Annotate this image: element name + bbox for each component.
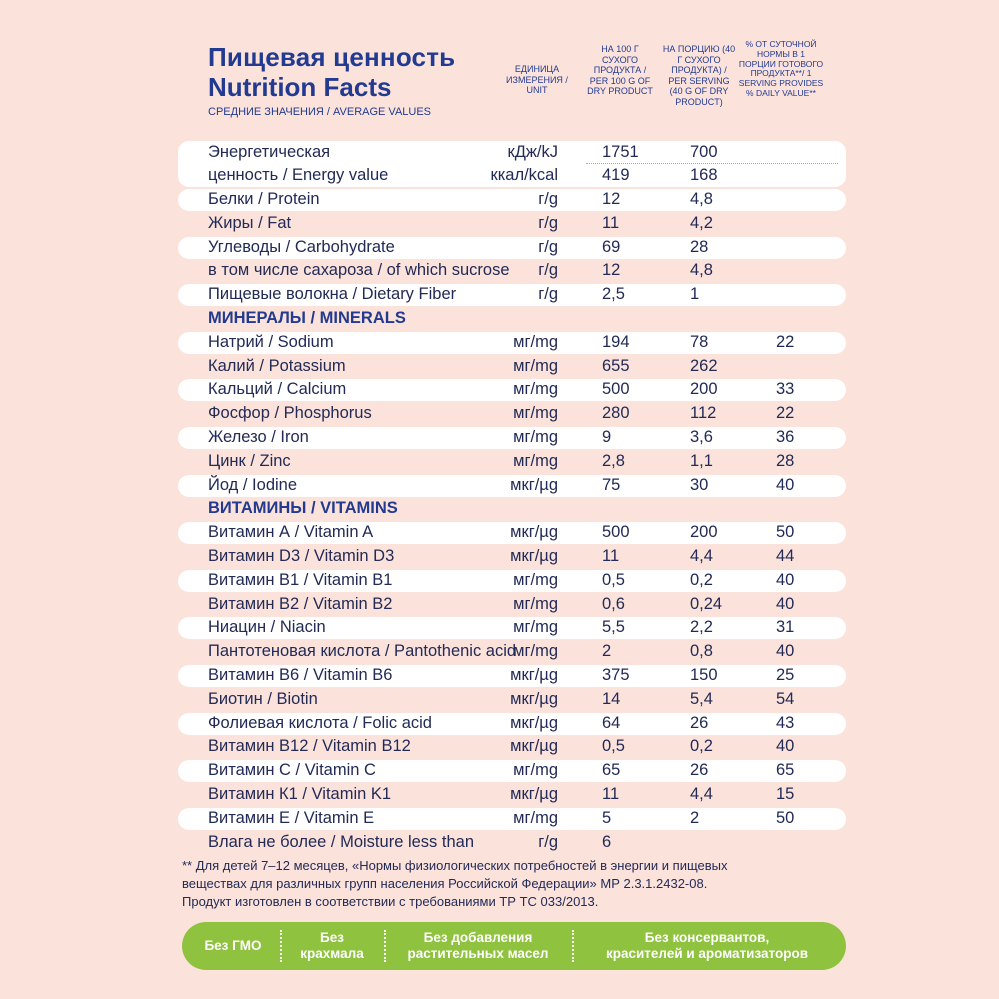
nutrient-unit: мг/mg	[513, 761, 558, 780]
column-header-per-100g: НА 100 Г СУХОГО ПРОДУКТА / PER 100 G OF DRY PRODUCT	[587, 44, 653, 96]
nutrient-name: Биотин / Biotin	[208, 689, 318, 708]
nutrient-row	[178, 594, 846, 616]
nutrient-per-100g: 280	[602, 404, 630, 423]
nutrient-per-100g: 75	[602, 475, 621, 494]
nutrient-unit: г/g	[538, 190, 558, 208]
nutrient-name: Жиры / Fat	[208, 213, 292, 232]
nutrient-name: Белки / Protein	[208, 190, 320, 208]
nutrient-unit: мг/mg	[513, 356, 558, 375]
nutrition-table	[178, 137, 846, 867]
nutrient-unit: мг/mg	[513, 332, 558, 351]
nutrient-unit: мкг/µg	[510, 737, 558, 756]
energy-per100-kcal: 419	[602, 166, 630, 184]
column-header-daily-value: % ОТ СУТОЧНОЙ НОРМЫ В 1 ПОРЦИИ ГОТОВОГО ПРОДУКТА**/ 1 SERVING PROVIDES % DAILY VALUE**	[738, 39, 824, 98]
nutrient-per-serving: 5,4	[690, 689, 713, 708]
nutrient-per-serving: 0,8	[690, 642, 713, 661]
nutrient-daily-value: 44	[776, 547, 795, 565]
nutrient-name: Витамин С / Vitamin C	[208, 761, 376, 780]
nutrient-name: Витамин В6 / Vitamin B6	[208, 666, 393, 684]
nutrient-per-100g: 500	[602, 380, 630, 399]
nutrient-per-100g: 0,5	[602, 737, 625, 756]
nutrient-per-serving: 200	[690, 523, 718, 542]
energy-unit-kcal: ккал/kcal	[490, 166, 558, 184]
nutrient-row	[178, 713, 846, 735]
nutrient-per-100g: 194	[602, 332, 630, 351]
footnote-line: Продукт изготовлен в соответствии с требованиями ТР ТС 033/2013.	[182, 894, 599, 909]
nutrient-unit: г/g	[538, 285, 558, 304]
nutrient-daily-value: 40	[776, 594, 795, 613]
nutrient-row	[178, 736, 846, 758]
nutrient-daily-value: 28	[776, 451, 795, 470]
nutrient-per-100g: 375	[602, 666, 630, 684]
nutrient-unit: мкг/µg	[510, 785, 558, 803]
nutrient-unit: мкг/µg	[510, 475, 558, 494]
footnote	[182, 857, 846, 911]
nutrient-row	[178, 546, 846, 568]
badge-no-gmo	[188, 922, 278, 970]
badge-no-preservatives	[574, 922, 840, 970]
nutrition-panel	[178, 24, 846, 974]
nutrient-per-serving: 1	[690, 285, 700, 304]
section-title-minerals: МИНЕРАЛЫ / MINERALS	[208, 309, 406, 327]
nutrient-per-100g: 11	[602, 213, 620, 232]
badge-text: красителей и ароматизаторов	[605, 946, 808, 961]
nutrient-per-serving: 3,6	[690, 428, 713, 446]
nutrient-per-serving: 0,24	[690, 594, 723, 613]
nutrient-name: Витамин В12 / Vitamin B12	[208, 737, 411, 756]
nutrient-name: Витамин В2 / Vitamin B2	[208, 594, 393, 613]
energy-unit-kj: кДж/kJ	[507, 143, 558, 161]
energy-per100-kj: 1751	[602, 143, 639, 161]
badge-no-vegetable-oils	[386, 922, 570, 970]
nutrient-daily-value: 40	[776, 737, 795, 756]
nutrient-name: Йод / Iodine	[208, 475, 298, 494]
nutrient-per-100g: 69	[602, 237, 621, 256]
nutrient-daily-value: 22	[776, 332, 795, 351]
nutrient-unit: г/g	[538, 237, 558, 256]
badge-text: крахмала	[300, 946, 364, 961]
nutrient-row	[178, 689, 846, 711]
nutrient-per-100g: 655	[602, 356, 630, 375]
nutrient-row	[178, 617, 846, 639]
nutrient-row	[178, 760, 846, 782]
nutrient-daily-value: 15	[776, 785, 795, 803]
nutrient-per-100g: 14	[602, 689, 621, 708]
nutrient-row	[178, 189, 846, 211]
nutrient-unit: мг/mg	[513, 618, 558, 637]
nutrient-unit: мг/mg	[513, 808, 558, 827]
nutrient-name: Пищевые волокна / Dietary Fiber	[208, 285, 457, 304]
energy-serving-kcal: 168	[690, 166, 718, 184]
nutrient-row	[178, 356, 846, 378]
nutrient-per-serving: 1,1	[690, 451, 713, 470]
nutrient-unit: мкг/µg	[510, 523, 558, 542]
nutrient-per-100g: 2	[602, 642, 612, 661]
nutrient-unit: мкг/µg	[510, 666, 558, 684]
nutrient-name: Влага не более / Moisture less than	[208, 832, 474, 851]
nutrient-row	[178, 641, 846, 663]
nutrient-per-100g: 5	[602, 808, 612, 827]
nutrient-row	[178, 522, 846, 544]
nutrient-name: Ниацин / Niacin	[208, 618, 326, 637]
nutrient-unit: г/g	[538, 213, 558, 232]
title-en: Nutrition Facts	[208, 72, 392, 102]
badge-text: Без добавления	[423, 930, 533, 945]
nutrient-name: Калий / Potassium	[208, 356, 346, 375]
nutrient-per-serving: 0,2	[690, 737, 713, 756]
nutrient-daily-value: 25	[776, 666, 795, 684]
nutrient-row	[178, 832, 846, 854]
nutrient-per-serving: 28	[690, 237, 709, 256]
nutrient-daily-value: 33	[776, 380, 795, 399]
section-title-vitamins: ВИТАМИНЫ / VITAMINS	[208, 499, 398, 518]
nutrient-per-100g: 5,5	[602, 618, 625, 637]
badge-text: Без ГМО	[204, 938, 262, 953]
nutrient-row	[178, 213, 846, 235]
nutrient-daily-value: 50	[776, 808, 795, 827]
nutrient-name: Витамин К1 / Vitamin K1	[208, 785, 392, 803]
nutrient-daily-value: 50	[776, 523, 795, 542]
nutrient-per-serving: 30	[690, 475, 709, 494]
nutrient-row	[178, 284, 846, 306]
nutrient-daily-value: 40	[776, 642, 795, 661]
column-header-unit: ЕДИНИЦА ИЗМЕРЕНИЯ / UNIT	[506, 64, 568, 95]
nutrient-per-100g: 11	[602, 547, 620, 565]
nutrient-unit: мг/mg	[513, 404, 558, 423]
nutrient-name: Углеводы / Carbohydrate	[208, 237, 395, 256]
nutrient-row	[178, 808, 846, 830]
nutrient-per-serving: 26	[690, 761, 709, 780]
nutrient-per-serving: 2	[690, 808, 700, 827]
nutrient-per-100g: 2,8	[602, 451, 625, 470]
nutrient-row	[178, 427, 846, 449]
nutrient-per-serving: 4,4	[690, 547, 713, 565]
nutrient-unit: мкг/µg	[510, 689, 558, 708]
nutrient-per-100g: 64	[602, 713, 621, 732]
nutrient-per-serving: 78	[690, 332, 709, 351]
nutrient-daily-value: 40	[776, 475, 795, 494]
nutrient-unit: мг/mg	[513, 570, 558, 589]
nutrient-row	[178, 570, 846, 592]
nutrient-per-100g: 65	[602, 761, 621, 780]
footnote-line: веществах для различных групп населения Российской Федерации» МР 2.3.1.2432-08.	[182, 876, 708, 891]
nutrient-row	[178, 403, 846, 425]
nutrient-daily-value: 54	[776, 689, 795, 708]
nutrient-unit: мкг/µg	[510, 713, 558, 732]
nutrient-daily-value: 40	[776, 570, 795, 589]
nutrient-name: Пантотеновая кислота / Pantothenic acid	[208, 642, 517, 661]
nutrient-name: Фосфор / Phosphorus	[208, 404, 372, 423]
nutrient-daily-value: 36	[776, 428, 795, 446]
nutrient-per-serving: 4,8	[690, 261, 713, 280]
nutrient-name: Фолиевая кислота / Folic acid	[208, 713, 432, 732]
nutrient-per-serving: 2,2	[690, 618, 713, 637]
badge-text: растительных масел	[407, 946, 549, 961]
nutrient-row	[178, 475, 846, 497]
nutrient-per-serving: 4,8	[690, 190, 713, 208]
nutrient-name: в том числе сахароза / of which sucrose	[208, 261, 510, 280]
nutrient-per-100g: 9	[602, 428, 612, 446]
nutrient-per-100g: 2,5	[602, 285, 625, 304]
nutrient-name: Кальций / Calcium	[208, 380, 347, 399]
nutrient-row	[178, 665, 846, 687]
nutrient-unit: мг/mg	[513, 594, 558, 613]
nutrient-unit: мг/mg	[513, 642, 558, 661]
nutrient-per-serving: 112	[690, 404, 717, 423]
nutrient-daily-value: 31	[776, 618, 795, 637]
title-ru: Пищевая ценность	[208, 42, 456, 72]
nutrient-unit: мкг/µg	[510, 547, 558, 565]
nutrient-row	[178, 260, 846, 282]
nutrient-unit: мг/mg	[513, 428, 558, 446]
nutrient-daily-value: 43	[776, 713, 795, 732]
nutrient-daily-value: 65	[776, 761, 795, 780]
nutrient-unit: мг/mg	[513, 380, 558, 399]
energy-serving-kj: 700	[690, 143, 718, 161]
nutrient-per-100g: 11	[602, 785, 620, 803]
nutrient-row	[178, 332, 846, 354]
nutrient-row	[178, 237, 846, 259]
nutrient-name: Витамин Е / Vitamin E	[208, 808, 375, 827]
nutrient-daily-value: 22	[776, 404, 795, 423]
column-header-per-serving: НА ПОРЦИЮ (40 Г СУХОГО ПРОДУКТА) / PER SERVING (40 G OF DRY PRODUCT)	[662, 44, 736, 107]
subtitle: СРЕДНИЕ ЗНАЧЕНИЯ / AVERAGE VALUES	[208, 106, 432, 118]
nutrient-per-100g: 12	[602, 190, 621, 208]
nutrient-per-serving: 0,2	[690, 570, 713, 589]
nutrient-unit: мг/mg	[513, 451, 558, 470]
nutrient-name: Цинк / Zinc	[208, 451, 291, 470]
nutrient-row	[178, 451, 846, 473]
nutrient-per-100g: 500	[602, 523, 630, 542]
badge-text: Без	[320, 930, 344, 945]
nutrient-row	[178, 379, 846, 401]
nutrient-per-serving: 26	[690, 713, 709, 732]
nutrient-per-serving: 4,4	[690, 785, 713, 803]
nutrient-per-serving: 150	[690, 666, 718, 684]
nutrient-row	[178, 784, 846, 806]
energy-divider	[586, 163, 838, 164]
nutrient-name: Железо / Iron	[208, 428, 309, 446]
energy-row	[178, 141, 846, 187]
energy-name-line2: ценность / Energy value	[208, 166, 389, 184]
footnote-line: ** Для детей 7–12 месяцев, «Нормы физиологических потребностей в энергии и пищевых	[182, 858, 728, 873]
nutrient-per-100g: 6	[602, 832, 612, 851]
nutrient-name: Витамин А / Vitamin A	[208, 523, 374, 542]
nutrient-per-serving: 200	[690, 380, 718, 399]
badge-no-starch	[282, 922, 382, 970]
nutrient-per-100g: 0,5	[602, 570, 625, 589]
nutrient-per-serving: 4,2	[690, 213, 713, 232]
nutrient-name: Витамин В1 / Vitamin B1	[208, 570, 393, 589]
badge-text: Без консервантов,	[644, 930, 770, 945]
nutrient-name: Натрий / Sodium	[208, 332, 334, 351]
energy-name-line1: Энергетическая	[208, 143, 331, 161]
nutrient-per-100g: 12	[602, 261, 621, 280]
nutrient-unit: г/g	[538, 832, 558, 851]
nutrient-name: Витамин D3 / Vitamin D3	[208, 547, 395, 565]
nutrient-per-serving: 262	[690, 356, 718, 375]
claims-bar	[182, 922, 846, 970]
nutrient-per-100g: 0,6	[602, 594, 625, 613]
nutrient-unit: г/g	[538, 261, 558, 280]
